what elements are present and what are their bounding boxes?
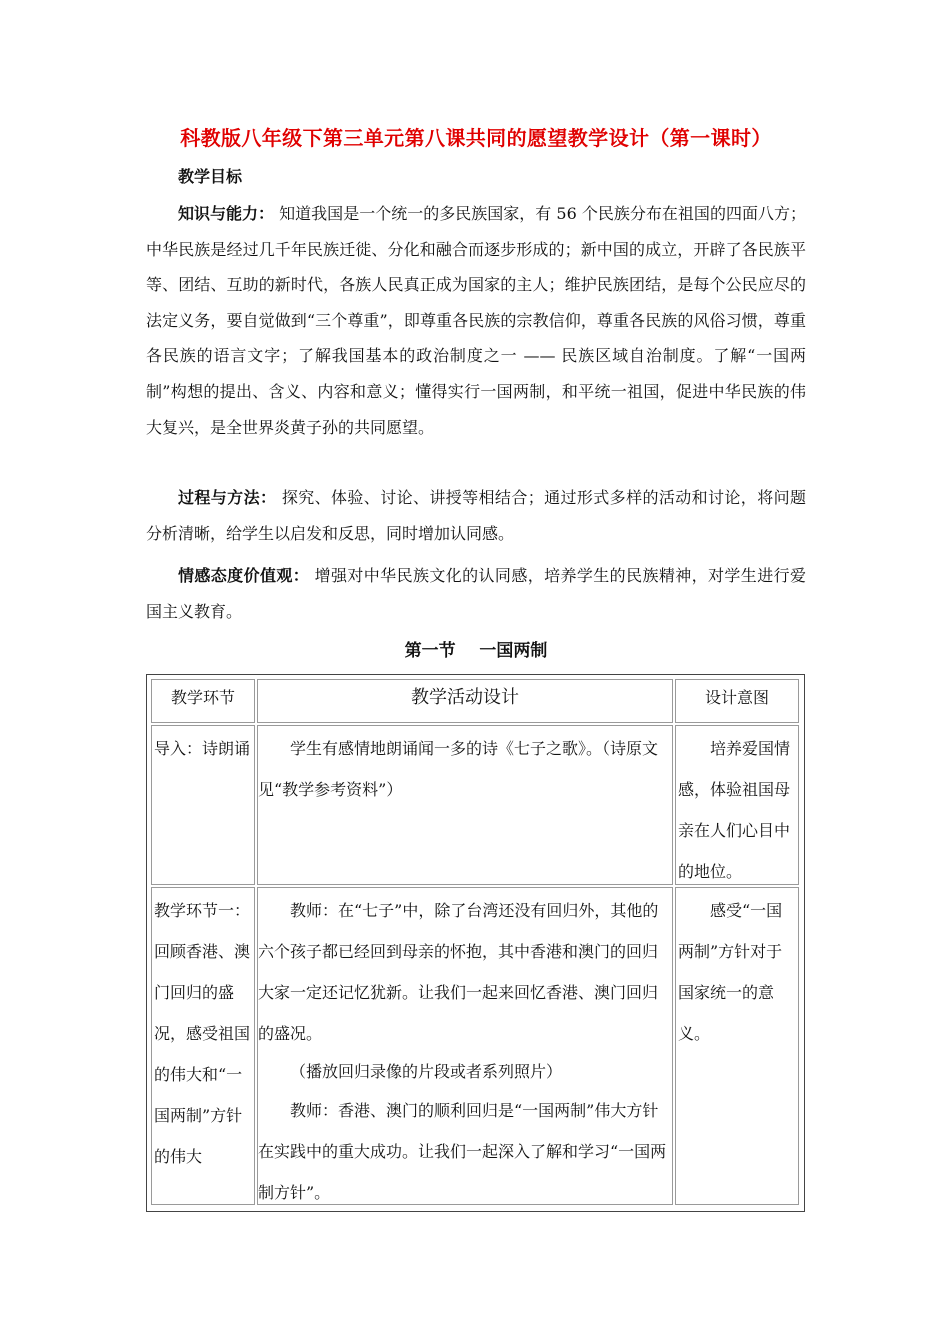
header-stage: 教学环节 [151, 679, 255, 723]
intent-text: 培养爱国情感，体验祖国母亲在人们心目中的地位。 [678, 739, 791, 881]
objective-text: 探究、体验、讨论、讲授等相结合；通过形式多样的活动和讨论，将问题分析清晰，给学生以启发和反思，同时增加认同感。 [146, 488, 806, 543]
table-row-1-stage [151, 725, 255, 885]
objective-attitude [146, 558, 806, 629]
objective-knowledge [146, 196, 806, 445]
table-row-1-intent [675, 725, 799, 885]
objective-text: 增强对中华民族文化的认同感，培养学生的民族精神，对学生进行爱国主义教育。 [146, 566, 806, 621]
objective-process [146, 480, 806, 551]
document-title: 科教版八年级下第三单元第八课共同的愿望教学设计（第一课时） [180, 126, 772, 150]
table-row-1-activity [257, 725, 673, 885]
table-row-2-intent [675, 887, 799, 1205]
stage-text: 导入：诗朗诵 [154, 739, 251, 758]
table-row-2-stage [151, 887, 255, 1205]
objective-label: 过程与方法： [178, 488, 277, 507]
objectives-heading: 教学目标 [178, 167, 243, 186]
objective-text: 知道我国是一个统一的多民族国家，有 56 个民族分布在祖国的四面八方；中华民族是经过几千年民族迁徙、分化和融合而逐步形成的；新中国的成立，开辟了各民族平等、团结、互助的新时代，各族人民真正成为国家的主人；维护民族团结，是每个公民应尽的法定义务，要自觉做到“三个尊重”，即尊重各民族的宗教信仰，尊重各民族的风俗习惯，尊重各民族的语言文字；了解我国基本的政治制度之一 —— 民族区域自治制度。了解“一国两制”构想的提出、含义、内容和意义；懂得实行一国两制，和平统一祖国，促进中华民族的伟大复兴，是全世界炎黄子孙的共同愿望。 [146, 204, 806, 437]
lesson-table [146, 674, 805, 1212]
objective-label: 情感态度价值观： [178, 566, 310, 585]
header-activity: 教学活动设计 [257, 679, 673, 723]
header-intent: 设计意图 [675, 679, 799, 723]
intent-text: 感受“一国两制”方针对于国家统一的意义。 [678, 901, 783, 1043]
activity-paragraph: 教师：在“七子”中，除了台湾还没有回归外，其他的六个孩子都已经回到母亲的怀抱，其中香港和澳门的回归大家一定还记忆犹新。让我们一起来回忆香港、澳门回归的盛况。 [258, 901, 659, 1043]
activity-paragraph: 学生有感情地朗诵闻一多的诗《七子之歌》。（诗原文见“教学参考资料”） [258, 739, 659, 799]
activity-paragraph: 教师：香港、澳门的顺利回归是“一国两制”伟大方针在实践中的重大成功。让我们一起深入了解和学习“一国两制方针”。 [258, 1101, 667, 1202]
table-row-2-activity [257, 887, 673, 1205]
section-title: 第一节 一国两制 [404, 641, 548, 661]
activity-paragraph: （播放回归录像的片段或者系列照片） [290, 1062, 563, 1081]
objective-label: 知识与能力： [178, 204, 275, 223]
stage-text: 教学环节一：回顾香港、澳门回归的盛况，感受祖国的伟大和“一国两制”方针的伟大 [154, 901, 251, 1166]
